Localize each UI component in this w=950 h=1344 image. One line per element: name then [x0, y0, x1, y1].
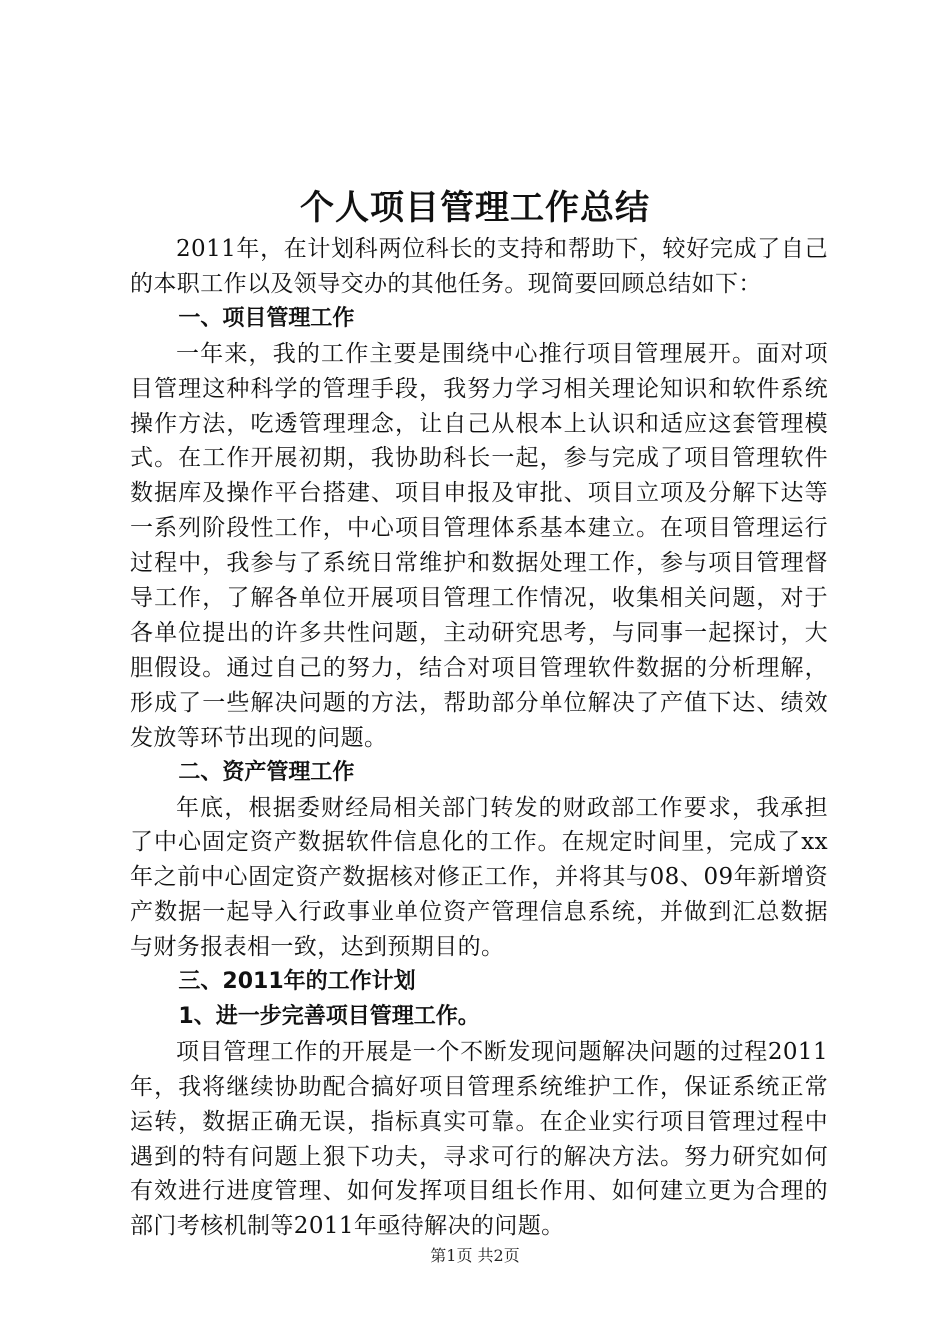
section-paragraph-project-management: 一年来，我的工作主要是围绕中心推行项目管理展开。面对项目管理这种科学的管理手段，我努力学习相关理论知识和软件系统操作方法，吃透管理理念，让自己从根本上认识和适应这套管理模式。在工作开展初期，我协助科长一起，参与完成了项目管理软件数据库及操作平台搭建、项目申报及审批、项目立项及分解下达等一系列阶段性工作，中心项目管理体系基本建立。在项目管理运行过程中，我参与了系统日常维护和数据处理工作，参与项目管理督导工作，了解各单位开展项目管理工作情况，收集相关问题，对于各单位提出的许多共性问题，主动研究思考，与同事一起探讨，大胆假设。通过自己的努力，结合对项目管理软件数据的分析理解，形成了一些解决问题的方法，帮助部分单位解决了产值下达、绩效发放等环节出现的问题。 [130, 340, 828, 751]
section-paragraph-work-plan: 项目管理工作的开展是一个不断发现问题解决问题的过程2011年，我将继续协助配合搞好项目管理系统维护工作，保证系统正常运转，数据正确无误，指标真实可靠。在企业实行项目管理过程中遇到的特有问题上狠下功夫，寻求可行的解决方法。努力研究如何有效进行进度管理、如何发挥项目组长作用、如何建立更为合理的部门考核机制等2011年亟待解决的问题。 [130, 1038, 828, 1240]
section-heading-work-plan: 三、2011年的工作计划 [178, 969, 416, 995]
intro-paragraph: 2011年，在计划科两位科长的支持和帮助下，较好完成了自己的本职工作以及领导交办的其他任务。现简要回顾总结如下： [130, 236, 828, 297]
section-heading-asset-management: 二、资产管理工作 [178, 759, 355, 785]
document-body [130, 232, 828, 1244]
section-paragraph-asset-management: 年底，根据委财经局相关部门转发的财政部工作要求，我承担了中心固定资产数据软件信息化的工作。在规定时间里，完成了xx年之前中心固定资产数据核对修正工作，并将其与08、09年新增资产数据一起导入行政事业单位资产管理信息系统，并做到汇总数据与财务报表相一致，达到预期目的。 [130, 794, 828, 961]
subsection-heading-improve-project-management: 1、进一步完善项目管理工作。 [178, 1003, 480, 1029]
page-number-footer: 第1页 共2页 [430, 1246, 520, 1265]
section-heading-project-management: 一、项目管理工作 [178, 305, 355, 331]
document-title: 个人项目管理工作总结 [300, 188, 650, 228]
